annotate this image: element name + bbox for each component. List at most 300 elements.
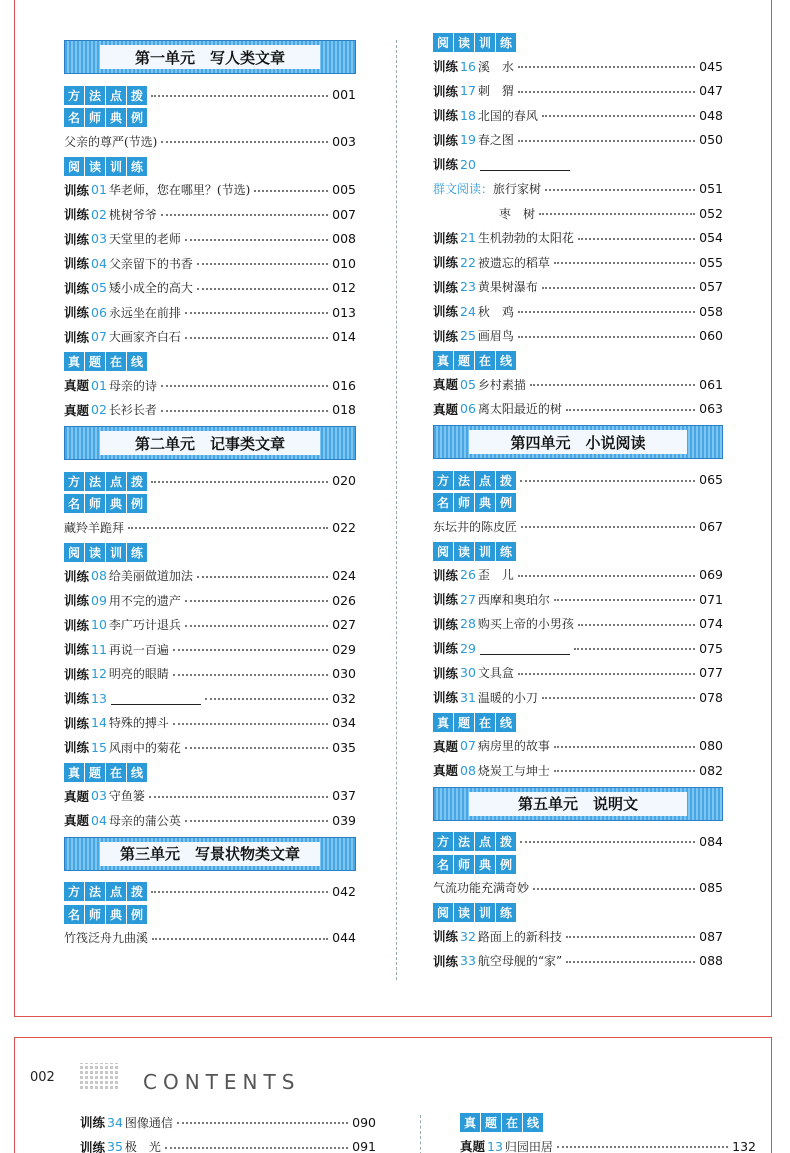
entry-number: 14 xyxy=(91,715,107,731)
toc-entry[interactable] xyxy=(433,685,723,710)
master-entry[interactable] xyxy=(64,926,356,951)
master-entry[interactable] xyxy=(433,514,723,539)
entry-kind: 训练 xyxy=(433,59,459,75)
leader-dots xyxy=(151,885,328,893)
method-entry[interactable] xyxy=(64,881,356,902)
page-number: 055 xyxy=(699,254,723,270)
toc-entry[interactable] xyxy=(433,372,723,397)
toc-bottom-right xyxy=(460,1110,756,1153)
entry-title: 东坛井的陈皮匠 xyxy=(433,519,518,534)
tag-char: 例 xyxy=(127,108,147,127)
toc-entry[interactable] xyxy=(433,563,723,588)
unit-5-banner xyxy=(433,787,723,821)
toc-entry[interactable] xyxy=(433,758,723,783)
leader-dots xyxy=(173,717,328,725)
entry-kind: 训练 xyxy=(64,305,90,321)
tag-char: 真 xyxy=(64,763,84,782)
page-number: 007 xyxy=(332,206,356,222)
leader-dots xyxy=(185,594,328,602)
toc-entry[interactable] xyxy=(433,397,723,422)
leader-dots xyxy=(578,618,695,626)
entry-number: 23 xyxy=(460,279,476,295)
entry-number: 25 xyxy=(460,328,476,344)
entry-kind: 训练 xyxy=(64,593,90,609)
entry-number: 05 xyxy=(460,376,476,392)
tag-char: 阅 xyxy=(433,903,453,922)
leader-dots xyxy=(518,134,695,142)
toc-entry[interactable] xyxy=(64,202,356,227)
leader-dots xyxy=(197,282,328,290)
tag-char: 练 xyxy=(496,33,516,52)
toc-entry[interactable] xyxy=(433,661,723,686)
tag-char: 题 xyxy=(454,351,474,370)
tag-char: 典 xyxy=(106,494,126,513)
entry-kind: 真题 xyxy=(64,378,90,394)
toc-entry[interactable] xyxy=(64,711,356,736)
toc-entry[interactable] xyxy=(64,808,356,833)
page-number: 074 xyxy=(699,616,723,632)
leader-dots xyxy=(197,570,328,578)
entry-number: 22 xyxy=(460,254,476,270)
page-number: 010 xyxy=(332,255,356,271)
entry-title: 永远坐在前排 xyxy=(108,305,181,320)
entry-kind: 训练 xyxy=(433,592,459,608)
entry-title: 再说一百遍 xyxy=(108,642,169,657)
tag-char: 拨 xyxy=(496,832,516,851)
entry-kind: 真题 xyxy=(433,763,459,779)
method-entry-tag xyxy=(433,832,516,851)
tag-char: 在 xyxy=(502,1113,522,1132)
leader-dots xyxy=(539,207,695,215)
page-number: 084 xyxy=(699,833,723,849)
contents-heading: CONTENTS xyxy=(143,1070,301,1094)
page-number: 042 xyxy=(332,883,356,899)
tag-char: 点 xyxy=(106,86,126,105)
page-number: 024 xyxy=(332,568,356,584)
entry-kind: 训练 xyxy=(433,328,459,344)
leader-dots xyxy=(161,379,328,387)
toc-entry[interactable] xyxy=(433,299,723,324)
page-number: 075 xyxy=(699,640,723,656)
method-entry-tag xyxy=(433,471,516,490)
entry-number: 10 xyxy=(91,617,107,633)
page-number: 090 xyxy=(352,1114,376,1130)
toc-entry[interactable] xyxy=(433,250,723,275)
entry-kind: 真题 xyxy=(64,813,90,829)
column-divider-bottom xyxy=(420,1115,421,1153)
leader-dots xyxy=(574,642,695,650)
page-number: 050 xyxy=(699,132,723,148)
method-entry[interactable] xyxy=(433,831,723,852)
entry-title: 气流功能充满奇妙 xyxy=(433,881,530,896)
tag-char: 在 xyxy=(475,713,495,732)
entry-number: 35 xyxy=(107,1139,123,1153)
tag-char: 读 xyxy=(454,542,474,561)
leader-dots xyxy=(128,521,328,529)
unit-4-banner-title: 第四单元 小说阅读 xyxy=(469,430,688,454)
entry-title: 温暖的小刀 xyxy=(477,690,538,705)
page-number: 001 xyxy=(332,87,356,102)
unit-2-banner-title: 第二单元 记事类文章 xyxy=(100,431,320,455)
page-number: 034 xyxy=(332,715,356,731)
tag-char: 典 xyxy=(475,493,495,512)
page-number: 051 xyxy=(699,181,723,197)
toc-entry[interactable] xyxy=(433,152,723,177)
leader-dots xyxy=(173,668,328,676)
tag-char: 师 xyxy=(85,494,105,513)
entry-number: 01 xyxy=(91,182,107,198)
entry-kind: 训练 xyxy=(80,1115,106,1131)
toc-entry[interactable] xyxy=(433,103,723,128)
exam-tag xyxy=(64,763,356,782)
tag-char: 师 xyxy=(85,905,105,924)
tag-char: 方 xyxy=(64,882,84,901)
toc-entry[interactable] xyxy=(433,324,723,349)
tag-char: 拨 xyxy=(127,472,147,491)
toc-entry[interactable] xyxy=(80,1135,376,1153)
page-number: 054 xyxy=(699,230,723,246)
page-number: 035 xyxy=(332,739,356,755)
entry-kind: 训练 xyxy=(433,132,459,148)
unit-5-banner-title: 第五单元 说明文 xyxy=(469,792,688,816)
tag-char: 线 xyxy=(523,1113,543,1132)
leader-dots xyxy=(161,135,328,143)
entry-kind: 训练 xyxy=(433,616,459,632)
leader-dots xyxy=(152,932,328,940)
toc-entry[interactable] xyxy=(64,398,356,423)
unit-1-banner-title: 第一单元 写人类文章 xyxy=(100,45,320,69)
entry-title: 图像通信 xyxy=(124,1115,173,1130)
entry-title: 用不完的遗产 xyxy=(108,593,181,608)
toc-right-column xyxy=(433,30,723,973)
tag-char: 线 xyxy=(496,713,516,732)
toc-entry[interactable] xyxy=(433,226,723,251)
reading-tag xyxy=(433,903,723,922)
toc-entry[interactable] xyxy=(433,275,723,300)
tag-char: 在 xyxy=(475,351,495,370)
tag-char: 法 xyxy=(454,832,474,851)
toc-entry[interactable] xyxy=(64,735,356,760)
tag-char: 名 xyxy=(64,905,84,924)
leader-dots xyxy=(177,1116,348,1124)
leader-dots xyxy=(149,790,328,798)
toc-entry[interactable] xyxy=(433,587,723,612)
entry-number: 02 xyxy=(91,206,107,222)
page-number: 080 xyxy=(699,738,723,754)
toc-entry[interactable] xyxy=(64,784,356,809)
leader-dots xyxy=(542,281,695,289)
toc-entry[interactable] xyxy=(64,373,356,398)
toc-entry[interactable] xyxy=(433,128,723,153)
entry-number: 29 xyxy=(460,640,476,656)
master-tag xyxy=(433,493,723,512)
entry-number: 08 xyxy=(91,568,107,584)
leader-dots xyxy=(185,814,328,822)
page-number: 008 xyxy=(332,231,356,247)
leader-dots xyxy=(530,378,695,386)
leader-dots xyxy=(518,330,695,338)
page-number: 037 xyxy=(332,788,356,804)
tag-char: 点 xyxy=(475,832,495,851)
leader-dots xyxy=(151,89,328,97)
page-number: 060 xyxy=(699,328,723,344)
page-number: 047 xyxy=(699,83,723,99)
page-number: 012 xyxy=(332,280,356,296)
entry-title: 枣 树 xyxy=(499,206,536,221)
entry-kind: 真题 xyxy=(433,401,459,417)
page-number: 071 xyxy=(699,591,723,607)
tag-char: 线 xyxy=(127,763,147,782)
toc-entry[interactable] xyxy=(64,251,356,276)
leader-dots xyxy=(165,1141,348,1149)
leader-dots xyxy=(161,404,328,412)
toc-entry[interactable] xyxy=(64,564,356,589)
group-reading-entry[interactable] xyxy=(433,177,723,202)
master-entry[interactable] xyxy=(64,515,356,540)
entry-number: 12 xyxy=(91,666,107,682)
group-reading-label: 群文阅读： xyxy=(433,182,494,197)
toc-entry[interactable] xyxy=(64,613,356,638)
leader-dots xyxy=(520,835,695,843)
tag-char: 阅 xyxy=(64,157,84,176)
entry-title: 给美丽做道加法 xyxy=(108,569,193,584)
entry-number: 21 xyxy=(460,230,476,246)
method-entry-tag xyxy=(64,86,147,105)
entry-title: 旅行家树 xyxy=(493,182,542,197)
leader-dots xyxy=(554,764,695,772)
leader-dots xyxy=(557,1140,728,1148)
toc-entry[interactable] xyxy=(64,637,356,662)
entry-title: 大画家齐白石 xyxy=(108,330,181,345)
toc-entry[interactable] xyxy=(64,588,356,613)
entry-number: 04 xyxy=(91,255,107,271)
tag-char: 方 xyxy=(64,472,84,491)
leader-dots xyxy=(542,691,695,699)
toc-entry[interactable] xyxy=(433,734,723,759)
entry-kind: 训练 xyxy=(64,715,90,731)
leader-dots xyxy=(197,257,328,265)
blank-title-line xyxy=(480,641,570,655)
method-entry-tag xyxy=(64,882,147,901)
tag-char: 名 xyxy=(433,493,453,512)
tag-char: 师 xyxy=(454,855,474,874)
entry-title: 黄果树瀑布 xyxy=(477,280,538,295)
leader-dots xyxy=(518,667,695,675)
leader-dots xyxy=(151,475,328,483)
entry-title: 父亲的尊严(节选) xyxy=(64,134,158,149)
tag-char: 训 xyxy=(475,903,495,922)
tag-char: 例 xyxy=(496,855,516,874)
entry-kind: 训练 xyxy=(433,157,459,173)
tag-char: 阅 xyxy=(64,543,84,562)
entry-number: 28 xyxy=(460,616,476,632)
entry-title: 竹筏泛舟九曲溪 xyxy=(64,931,149,946)
method-entry[interactable] xyxy=(433,469,723,490)
toc-entry[interactable] xyxy=(433,924,723,949)
toc-entry[interactable] xyxy=(460,1134,756,1153)
group-reading-entry[interactable] xyxy=(433,201,723,226)
tag-char: 例 xyxy=(127,494,147,513)
tag-char: 师 xyxy=(85,108,105,127)
page-number: 039 xyxy=(332,812,356,828)
entry-number: 27 xyxy=(460,591,476,607)
page-number: 045 xyxy=(699,58,723,74)
leader-dots xyxy=(518,569,695,577)
tag-char: 真 xyxy=(433,351,453,370)
leader-dots xyxy=(566,930,695,938)
entry-kind: 训练 xyxy=(80,1139,106,1153)
toc-entry[interactable] xyxy=(80,1110,376,1135)
entry-title: 生机勃勃的太阳花 xyxy=(477,231,574,246)
tag-char: 真 xyxy=(433,713,453,732)
page-number: 030 xyxy=(332,666,356,682)
entry-number: 08 xyxy=(460,762,476,778)
page-number: 016 xyxy=(332,377,356,393)
page-number: 085 xyxy=(699,880,723,896)
entry-number: 01 xyxy=(91,377,107,393)
entry-kind: 训练 xyxy=(433,255,459,271)
leader-dots xyxy=(578,232,695,240)
unit-2-banner xyxy=(64,426,356,460)
toc-entry[interactable] xyxy=(64,662,356,687)
entry-number: 09 xyxy=(91,592,107,608)
toc-entry[interactable] xyxy=(433,636,723,661)
entry-title: 购买上帝的小男孩 xyxy=(477,617,574,632)
master-entry[interactable] xyxy=(433,876,723,901)
master-entry[interactable] xyxy=(64,129,356,154)
leader-dots xyxy=(542,109,695,117)
toc-entry[interactable] xyxy=(64,227,356,252)
entry-number: 06 xyxy=(460,401,476,417)
leader-dots xyxy=(185,331,328,339)
entry-number: 13 xyxy=(487,1138,503,1153)
tag-char: 题 xyxy=(85,763,105,782)
entry-title: 矮小成全的高大 xyxy=(108,281,193,296)
tag-char: 题 xyxy=(85,352,105,371)
master-tag xyxy=(64,108,356,127)
entry-title: 溪 水 xyxy=(477,59,514,74)
entry-number: 16 xyxy=(460,58,476,74)
leader-dots xyxy=(521,520,695,528)
entry-number: 04 xyxy=(91,812,107,828)
entry-kind: 训练 xyxy=(433,665,459,681)
entry-title: 藏羚羊跪拜 xyxy=(64,520,125,535)
tag-char: 练 xyxy=(496,542,516,561)
entry-kind: 真题 xyxy=(64,402,90,418)
tag-char: 例 xyxy=(496,493,516,512)
leader-dots xyxy=(185,741,328,749)
page-number: 048 xyxy=(699,107,723,123)
method-entry[interactable] xyxy=(64,84,356,105)
page-number: 044 xyxy=(332,930,356,946)
tag-char: 读 xyxy=(454,903,474,922)
tag-char: 例 xyxy=(127,905,147,924)
leader-dots xyxy=(566,955,695,963)
entry-number: 34 xyxy=(107,1114,123,1130)
master-tag xyxy=(64,905,356,924)
entry-kind: 训练 xyxy=(433,230,459,246)
tag-char: 训 xyxy=(106,543,126,562)
method-entry[interactable] xyxy=(64,470,356,491)
toc-entry[interactable] xyxy=(433,79,723,104)
tag-char: 名 xyxy=(64,108,84,127)
blank-title-line xyxy=(111,691,201,705)
entry-title: 母亲的蒲公英 xyxy=(108,813,181,828)
leader-dots xyxy=(554,593,695,601)
entry-number: 30 xyxy=(460,665,476,681)
entry-number: 15 xyxy=(91,739,107,755)
page-number: 069 xyxy=(699,567,723,583)
tag-char: 法 xyxy=(454,471,474,490)
toc-entry[interactable] xyxy=(64,276,356,301)
page-number: 065 xyxy=(699,472,723,487)
toc-entry[interactable] xyxy=(433,949,723,974)
toc-entry[interactable] xyxy=(64,325,356,350)
entry-kind: 训练 xyxy=(433,108,459,124)
tag-char: 练 xyxy=(127,543,147,562)
entry-number: 06 xyxy=(91,304,107,320)
entry-kind: 训练 xyxy=(64,740,90,756)
entry-kind: 真题 xyxy=(460,1139,486,1153)
entry-title: 风雨中的菊花 xyxy=(108,740,181,755)
toc-entry[interactable] xyxy=(64,178,356,203)
tag-char: 方 xyxy=(433,832,453,851)
tag-char: 阅 xyxy=(433,33,453,52)
tag-char: 方 xyxy=(433,471,453,490)
exam-tag xyxy=(433,351,723,370)
toc-entry[interactable] xyxy=(433,612,723,637)
tag-char: 练 xyxy=(496,903,516,922)
reading-tag xyxy=(64,157,356,176)
entry-number: 19 xyxy=(460,132,476,148)
entry-number: 17 xyxy=(460,83,476,99)
entry-kind: 训练 xyxy=(64,182,90,198)
entry-title: 路面上的新科技 xyxy=(477,929,562,944)
tag-char: 典 xyxy=(475,855,495,874)
tag-char: 读 xyxy=(454,33,474,52)
reading-tag xyxy=(433,33,723,52)
method-entry-tag xyxy=(64,472,147,491)
tag-char: 拨 xyxy=(127,882,147,901)
tag-char: 点 xyxy=(475,471,495,490)
leader-dots xyxy=(173,643,328,651)
entry-kind: 训练 xyxy=(64,256,90,272)
entry-title: 烧炭工与坤士 xyxy=(477,763,550,778)
page-number: 005 xyxy=(332,182,356,198)
entry-title: 航空母舰的“家” xyxy=(477,954,563,969)
entry-kind: 训练 xyxy=(433,641,459,657)
leader-dots xyxy=(533,882,695,890)
tag-char: 典 xyxy=(106,108,126,127)
tag-char: 线 xyxy=(496,351,516,370)
toc-entry[interactable] xyxy=(64,686,356,711)
entry-kind: 训练 xyxy=(64,231,90,247)
toc-entry[interactable] xyxy=(64,300,356,325)
entry-title: 李广巧计退兵 xyxy=(108,618,181,633)
tag-char: 法 xyxy=(85,472,105,491)
reading-tag xyxy=(433,542,723,561)
page-number: 029 xyxy=(332,641,356,657)
entry-title: 北国的春风 xyxy=(477,108,538,123)
leader-dots xyxy=(254,184,328,192)
master-tag xyxy=(64,494,356,513)
entry-title: 华老师，您在哪里？(节选) xyxy=(108,183,251,198)
tag-char: 点 xyxy=(106,472,126,491)
leader-dots xyxy=(520,474,695,482)
unit-3-banner-title: 第三单元 写景状物类文章 xyxy=(100,842,320,866)
exam-tag xyxy=(433,713,723,732)
toc-entry[interactable] xyxy=(433,54,723,79)
